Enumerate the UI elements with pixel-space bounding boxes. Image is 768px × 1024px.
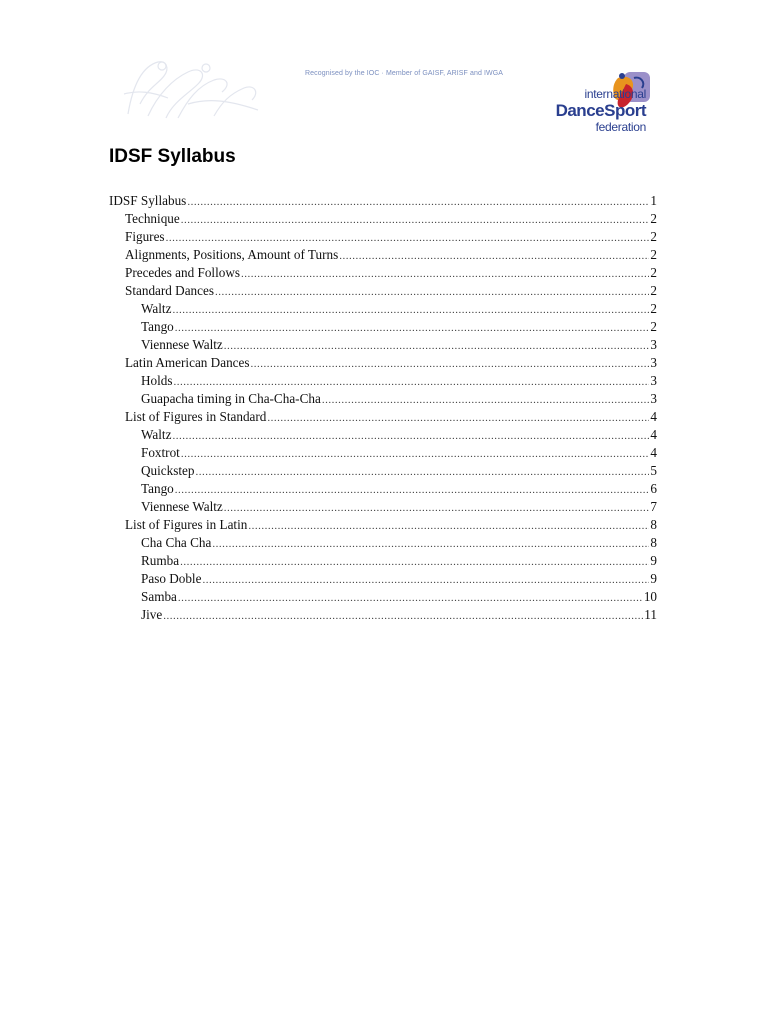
toc-entry[interactable] bbox=[109, 354, 657, 372]
toc-entry[interactable] bbox=[109, 426, 657, 444]
toc-entry-page: 2 bbox=[650, 211, 657, 226]
toc-entry[interactable] bbox=[109, 282, 657, 300]
idsf-logo bbox=[546, 70, 656, 144]
toc-entry-page: 2 bbox=[650, 229, 657, 244]
toc-entry[interactable] bbox=[109, 192, 657, 210]
recognition-statement: Recognised by the IOC · Member of GAISF, ARISF and IWGA bbox=[305, 70, 504, 77]
toc-dot-leader bbox=[248, 517, 649, 535]
toc-entry-page: 8 bbox=[650, 517, 657, 532]
toc-entry[interactable] bbox=[109, 318, 657, 336]
toc-entry-label: Viennese Waltz bbox=[141, 499, 223, 514]
toc-entry-label: Tango bbox=[141, 319, 174, 334]
toc-entry-page: 3 bbox=[650, 373, 657, 388]
toc-dot-leader bbox=[187, 193, 649, 211]
toc-entry-label: Holds bbox=[141, 373, 173, 388]
toc-dot-leader bbox=[267, 409, 649, 427]
toc-entry-label: Paso Doble bbox=[141, 571, 202, 586]
toc-entry-label: Jive bbox=[141, 607, 163, 622]
logo-line-federation: federation bbox=[595, 120, 646, 134]
toc-dot-leader bbox=[166, 229, 650, 247]
toc-entry-label: Samba bbox=[141, 589, 177, 604]
toc-entry[interactable] bbox=[109, 552, 657, 570]
toc-entry-label: Waltz bbox=[141, 427, 172, 442]
toc-dot-leader bbox=[163, 607, 643, 625]
toc-dot-leader bbox=[178, 589, 643, 607]
toc-entry-page: 8 bbox=[650, 535, 657, 550]
toc-entry-label: Figures bbox=[125, 229, 165, 244]
toc-entry[interactable] bbox=[109, 264, 657, 282]
toc-dot-leader bbox=[175, 481, 650, 499]
toc-entry-label: Waltz bbox=[141, 301, 172, 316]
toc-entry[interactable] bbox=[109, 516, 657, 534]
document-title: IDSF Syllabus bbox=[109, 146, 236, 167]
toc-entry-page: 5 bbox=[650, 463, 657, 478]
toc-entry-page: 4 bbox=[650, 409, 657, 424]
toc-dot-leader bbox=[212, 535, 649, 553]
toc-dot-leader bbox=[251, 355, 650, 373]
toc-entry-page: 6 bbox=[650, 481, 657, 496]
toc-dot-leader bbox=[181, 445, 650, 463]
toc-entry-label: Standard Dances bbox=[125, 283, 214, 298]
toc-entry[interactable] bbox=[109, 606, 657, 624]
table-of-contents bbox=[109, 192, 657, 624]
toc-entry-label: Cha Cha Cha bbox=[141, 535, 212, 550]
toc-entry-page: 9 bbox=[650, 553, 657, 568]
toc-dot-leader bbox=[195, 463, 649, 481]
toc-entry-page: 2 bbox=[650, 283, 657, 298]
toc-dot-leader bbox=[181, 211, 650, 229]
toc-entry[interactable] bbox=[109, 408, 657, 426]
toc-entry-page: 2 bbox=[650, 265, 657, 280]
toc-entry-page: 9 bbox=[650, 571, 657, 586]
toc-dot-leader bbox=[215, 283, 649, 301]
toc-entry-label: Tango bbox=[141, 481, 174, 496]
idsf-logo-text bbox=[546, 88, 646, 133]
toc-entry-label: IDSF Syllabus bbox=[109, 193, 187, 208]
toc-entry-label: Foxtrot bbox=[141, 445, 180, 460]
toc-entry[interactable] bbox=[109, 372, 657, 390]
toc-entry[interactable] bbox=[109, 300, 657, 318]
toc-entry-label: Quickstep bbox=[141, 463, 195, 478]
toc-entry-page: 3 bbox=[650, 337, 657, 352]
toc-dot-leader bbox=[202, 571, 649, 589]
toc-entry-page: 2 bbox=[650, 247, 657, 262]
logo-line-dancesport: DanceSport bbox=[555, 101, 646, 120]
toc-entry-page: 2 bbox=[650, 301, 657, 316]
toc-entry-page: 7 bbox=[650, 499, 657, 514]
toc-entry-page: 10 bbox=[643, 589, 657, 604]
toc-entry-label: Latin American Dances bbox=[125, 355, 250, 370]
toc-entry[interactable] bbox=[109, 462, 657, 480]
toc-entry[interactable] bbox=[109, 534, 657, 552]
toc-entry[interactable] bbox=[109, 480, 657, 498]
toc-entry-label: List of Figures in Standard bbox=[125, 409, 267, 424]
toc-dot-leader bbox=[339, 247, 649, 265]
toc-entry-label: Rumba bbox=[141, 553, 180, 568]
toc-entry[interactable] bbox=[109, 336, 657, 354]
toc-entry-page: 3 bbox=[650, 355, 657, 370]
toc-dot-leader bbox=[241, 265, 649, 283]
toc-entry-label: List of Figures in Latin bbox=[125, 517, 248, 532]
toc-entry[interactable] bbox=[109, 210, 657, 228]
toc-entry[interactable] bbox=[109, 570, 657, 588]
logo-line-international: international bbox=[584, 87, 646, 101]
letterhead bbox=[0, 0, 768, 150]
toc-dot-leader bbox=[224, 337, 650, 355]
toc-entry-label: Technique bbox=[125, 211, 180, 226]
toc-entry-page: 2 bbox=[650, 319, 657, 334]
toc-entry[interactable] bbox=[109, 588, 657, 606]
toc-entry[interactable] bbox=[109, 228, 657, 246]
toc-dot-leader bbox=[172, 427, 649, 445]
toc-entry[interactable] bbox=[109, 390, 657, 408]
toc-entry-page: 3 bbox=[650, 391, 657, 406]
toc-dot-leader bbox=[180, 553, 649, 571]
toc-entry-page: 1 bbox=[650, 193, 657, 208]
toc-dot-leader bbox=[174, 373, 650, 391]
toc-entry[interactable] bbox=[109, 246, 657, 264]
toc-entry-label: Precedes and Follows bbox=[125, 265, 241, 280]
toc-entry-label: Guapacha timing in Cha-Cha-Cha bbox=[141, 391, 321, 406]
toc-entry-label: Alignments, Positions, Amount of Turns bbox=[125, 247, 339, 262]
toc-dot-leader bbox=[322, 391, 650, 409]
toc-dot-leader bbox=[175, 319, 650, 337]
dancers-watermark-icon bbox=[118, 54, 268, 124]
toc-dot-leader bbox=[172, 301, 649, 319]
toc-entry-label: Viennese Waltz bbox=[141, 337, 223, 352]
toc-entry-page: 4 bbox=[650, 427, 657, 442]
toc-entry[interactable] bbox=[109, 444, 657, 462]
toc-entry-page: 11 bbox=[644, 607, 657, 622]
toc-entry[interactable] bbox=[109, 498, 657, 516]
toc-entry-page: 4 bbox=[650, 445, 657, 460]
toc-dot-leader bbox=[224, 499, 650, 517]
